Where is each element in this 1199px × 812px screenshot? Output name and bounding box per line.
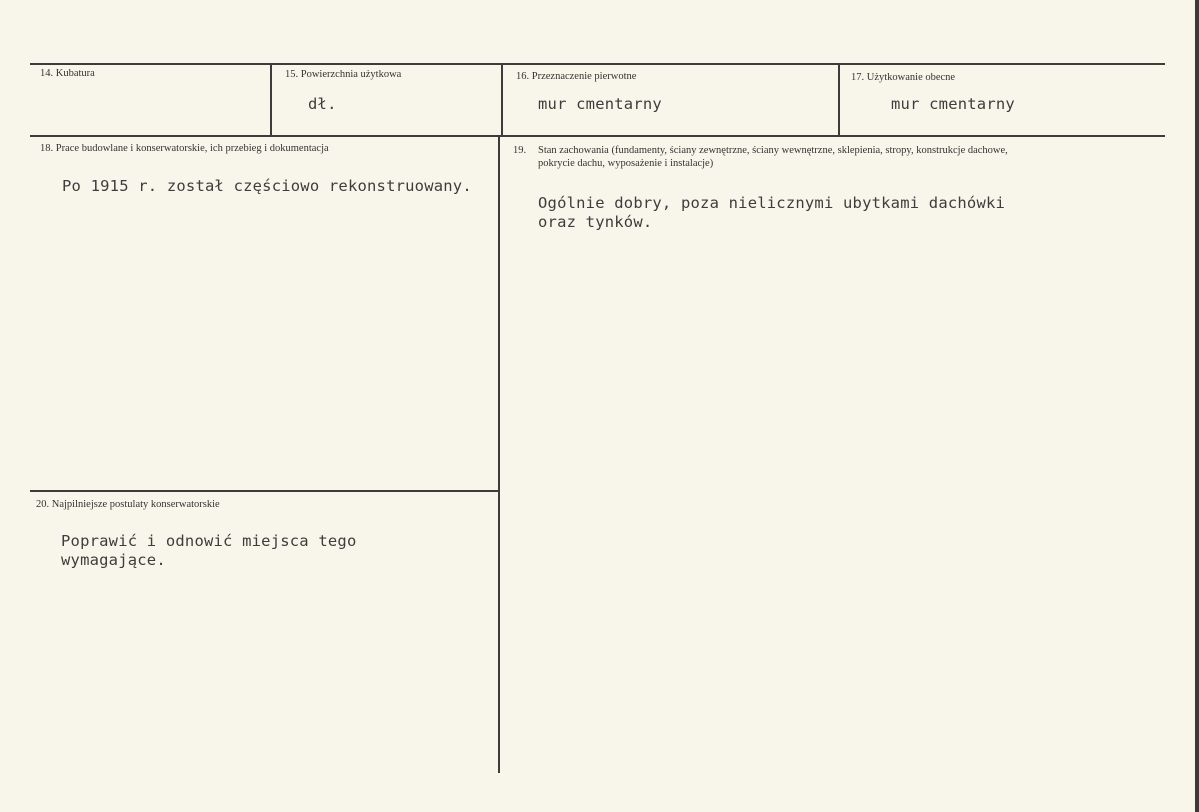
divider-16-17 [838, 63, 840, 135]
field-15-value: dł. [308, 95, 337, 113]
divider-14-15 [270, 63, 272, 135]
field-16-value: mur cmentarny [538, 95, 662, 113]
field-18-value: Po 1915 r. został częściowo rekonstruowany. [62, 177, 472, 195]
second-rule [30, 135, 1165, 137]
section-20-rule [30, 490, 499, 492]
field-18-label: 18. Prace budowlane i konserwatorskie, ich przebieg i dokumentacja [40, 143, 329, 154]
field-20-label: 20. Najpilniejsze postulaty konserwatorskie [36, 499, 220, 510]
scan-edge [1195, 0, 1199, 812]
field-16-label: 16. Przeznaczenie pierwotne [516, 71, 637, 82]
field-19-value: Ogólnie dobry, poza nielicznymi ubytkami dachówki oraz tynków. [538, 194, 1006, 231]
field-19-number: 19. [513, 145, 527, 156]
field-20-value: Poprawić i odnowić miejsca tego wymagające. [61, 532, 357, 569]
field-17-label: 17. Użytkowanie obecne [851, 72, 956, 83]
field-14-label: 14. Kubatura [40, 68, 95, 79]
top-rule [30, 63, 1165, 65]
main-divider [498, 135, 500, 773]
field-19-label: Stan zachowania (fundamenty, ściany zewnętrzne, ściany wewnętrzne, sklepienia, stropy, konstrukcje dachowe, pokrycie dachu, wyposażenie i instalacje) [538, 145, 1008, 169]
field-15-label: 15. Powierzchnia użytkowa [285, 69, 402, 80]
divider-15-16 [501, 63, 503, 135]
field-17-value: mur cmentarny [891, 95, 1015, 113]
